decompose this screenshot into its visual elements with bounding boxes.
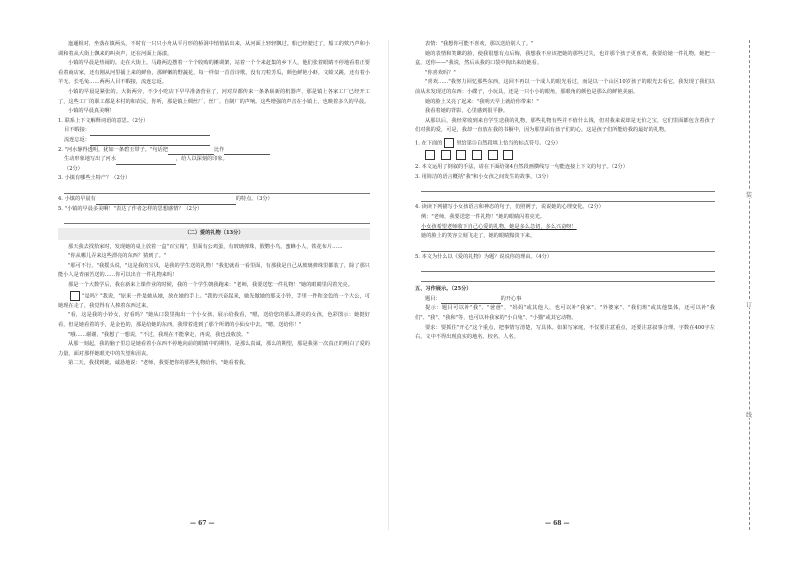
answer-line[interactable] [421, 193, 715, 202]
question-4-sentence: 她的脸上的笑容立刻飞走了，她的眼睛黯淡下来。 [421, 233, 536, 240]
answer-blank[interactable] [90, 139, 210, 146]
binding-mark: 线 [745, 412, 752, 419]
binding-margin [735, 40, 763, 530]
story-paragraph: 从那一刻起，我的脑子里总是她看着小东西不停地向前的眼睛中的期待，是那么真诚，那么的期望，那是我第一次真正的明白了爱的力量，面对那样她眼光中的失望和沮丧。 [58, 341, 370, 357]
answer-line[interactable] [421, 183, 715, 192]
story-paragraph: 她的表情和笑眯的脸，使我很想有点后悔，我想我不应该把她的那些过失，也许那个孩子更喜欢，我要给她一件礼物，她把一盒，送你——"我说，然后从我的口袋中掏出来给她看。 [415, 50, 715, 67]
question-4: 4. 小镇的早晨有 的特点。（3分） [58, 195, 370, 205]
answer-line[interactable] [64, 215, 370, 224]
punctuation-box[interactable] [70, 291, 80, 301]
composition-topic: 题目： 的开心事 [425, 295, 715, 305]
story-paragraph: "哦……谢谢，"我想了一想说，"不过，我现在不能拿走，再说，我也没收放。" [68, 331, 249, 338]
story-paragraph: "你从哪儿弄来这些漂亮的东西？猜到了。" [68, 253, 167, 260]
question-1: 1. 联系上下文解释词语的意思。（2分） [58, 117, 149, 124]
punctuation-box[interactable] [425, 150, 435, 160]
punctuation-box[interactable] [441, 150, 451, 160]
passage-paragraph: 小镇的早晨是紧张的。大街两旁，不少小吃店下早早准备营业了，河对岸都传来一条条崭新的机器声，那是镇上各家工厂已经开工了，这些工厂的职工都是本村的和农民，你听，那是镇上绸丝厂、丝厂、自制厂的声响。这些增强的声音在小镇上，也映着多久的早晨。 [58, 88, 370, 105]
punctuation-box[interactable] [488, 150, 498, 160]
question-1-item: 目不暇接： [64, 126, 370, 136]
passage-paragraph: 迤逦相对，坐落在镇两头，不时有一只只小舟从平月形的桥洞中悄悄钻出来，从河面上轻轻飘过。船已经驶过了，船工的欸乃声和小调和着从大街上飘来的叫卖声，还在河面上荡漾。 [58, 41, 370, 57]
binding-mark: 订 [745, 302, 752, 309]
question-1-item: 流连忘返： [64, 136, 370, 146]
question-3: 3. 用简洁的语言概括"我"和小女孩之间发生的故事。（3分） [415, 173, 552, 180]
story-paragraph: "看，这是我的小铃女，好看吗？"她从口袋里掏出一个小女孩，展示给我看，"嗯，送给您的那么漂亮的女孩，色彩图示：她挺好看，但是她看着的手，是金色的，那是给她的东西，我带着进到了那个所谓的小仙女中去。"嗯，送给你！" [58, 312, 370, 328]
story-paragraph: 那是一个大数学后，我在新来上课作业的时候，我的一个学生朝我跑来："老师，我要送您一件礼物！"她的眼睛里闪着光亮。 [68, 282, 353, 289]
left-page [58, 40, 370, 540]
composition-title: 五、习作展示。（25分） [415, 286, 472, 293]
page-divider [388, 40, 389, 530]
box-icon [444, 138, 454, 148]
punctuation-box[interactable] [472, 150, 482, 160]
question-4: 4. 读读下列描写小女孩语言和神态的句子，仿照例子，说说她的心理变化。（2分） [415, 204, 604, 211]
question-2-cont: 生动形象地写出了河水 ，给人以深刻的印象。 [64, 155, 370, 165]
composition-requirement: 要求：要抓住"开心"这个重点，把事情写清楚，写具体。如果写家庭，不仅要注意重点，还要注意叙事合理。字数在400字左右，文中不得出现真实的地名、校名、人名。 [415, 324, 715, 341]
punctuation-box[interactable] [456, 150, 466, 160]
story-paragraph: 第二天，我找到她，诚恳地说："老师，我要把你的那些礼物给你，"她看着我， [68, 360, 250, 367]
binding-line [749, 40, 750, 530]
topic-blank[interactable] [441, 297, 501, 304]
punctuation-boxes [423, 150, 715, 161]
answer-line[interactable] [421, 263, 715, 272]
answer-blank[interactable] [96, 198, 236, 205]
question-2-score: （2分） [64, 165, 83, 172]
story-paragraph: 她的脸上又亮了起来："我明天早上就给你带来！" [425, 98, 539, 105]
question-4-example: 例："老师，我要送您一件礼物！"她的眼睛闪着亮光。 [421, 213, 546, 220]
passage-ending: 小镇的早晨真美啊！ [68, 108, 115, 115]
story-paragraph: "那可不行，"我摇头说，"这是我的宝贝，是我的学生送的礼物！"我犯就看一看里面，有那我是自己从玻璃弹珠里都装了，除了那只能小人是青丽苦送的……你可以出自一件礼物来吗！ [58, 262, 370, 279]
section-title: （二）爱的礼物（13分） [58, 228, 370, 240]
story-paragraph: "是吗？"我说，"原来一件是她从她，放在她的手上。"我的兴奋起来，她先做她的那支小铃，手里一件和金色的一个大公，可她现在走了，我觉得有人捧着东西过来。 [58, 291, 370, 312]
answer-blank[interactable] [168, 148, 214, 155]
story-paragraph: "喜欢……"我努力回忆那些东西，这回不再以一个成人的眼光看过，而是以一个山区10岁孩子的眼光去看它，我发现了我们以前从未发现过的东西：小碟子，小玩具，还是一只小小的眼角，那眼角的颜色是那么的鲜艳美丽。 [415, 79, 715, 95]
answer-blank[interactable] [224, 148, 270, 155]
passage-paragraph: 小镇的早晨是热闹的。走在大街上，马路两边摆着一个个收购的摊调架，站着一个个来赶集的乡下人，他们张着眼睛不停地看着正要看着商店家，还有刚从河里捕上来的鲜鱼，那鲜嫩的野蔬花，每一样似一首首诗歌，没有刀粒芳瓜，颜色鲜艳小虾，文蛤又跳，还有着小羊无，长毛兔……两两人目不暇接，流连忘返。 [58, 60, 370, 86]
question-5: 5. 本文为什么以《爱的礼物》为题？说说你的理由。（4分） [415, 253, 552, 260]
answer-line[interactable] [421, 243, 715, 252]
story-paragraph: 我看着她的背影，心里感到很平静。 [425, 108, 509, 115]
punctuation-box[interactable] [503, 150, 513, 160]
question-3: 3. 小镇有哪些土特产？（2分） [58, 175, 131, 182]
composition-hint: 提示：题目可以补"我"、"爸爸"、"妈妈"或其他人，也可以补"我家"、"外婆家"、"我们班"或其他集体，还可以补"我们"、"我"、"我和"等，也可以补我家的"小白兔"、"小猫"或其它动物。 [415, 305, 715, 322]
binding-mark: 装 [745, 192, 752, 199]
story-paragraph: "你喜欢吗？" [425, 69, 456, 76]
answer-line[interactable] [64, 185, 370, 194]
right-page [415, 40, 715, 540]
question-2: 2. 本文运用了倒叙的手法，请在下面给第4自然段画横线写一句能连接上下文的句子。（2分） [415, 164, 628, 171]
answer-line[interactable] [421, 273, 715, 282]
story-paragraph: 那天我去找拾家时，发现她的桌上放着一盒"百宝箱"，里面有公鸡蛋，有玻璃弹珠，假鹦小鸟，蜜蜂小人，铁花布片…… [68, 243, 343, 250]
answer-blank[interactable] [116, 158, 176, 165]
question-1: 1. 在下面的 里给第⑤自然段填上恰当的标点符号。（2分） [415, 138, 715, 149]
question-2: 2. "河水静得透明，犹如一条碧玉带子。"句话把 比作 [58, 146, 370, 156]
question-5: 5. "小镇的早晨多美啊！"表达了作者怎样的思想感情？（2分） [58, 205, 203, 212]
story-paragraph: 表情："我想你可能不喜欢，那以送给别人了。" [425, 41, 534, 47]
page-number: — 68 — [545, 520, 570, 527]
story-paragraph: 从那以后，我经常收到来自学生送我的礼物，那些礼物有些并不值什么钱，但对我来说却是无价之宝，它们里面都包含着孩子们对我的爱，可是，我却一直放在我的书橱中，因为那里面有孩子们的心。这是孩子们所能给我的最好的礼物。 [415, 117, 715, 134]
answer-blank[interactable] [90, 129, 210, 136]
question-4-example-answer: 小女孩希望老师收下自己心爱的礼物，她是多么急切，多么兴奋呀！ [421, 223, 577, 230]
page-number: — 67 — [190, 520, 215, 527]
